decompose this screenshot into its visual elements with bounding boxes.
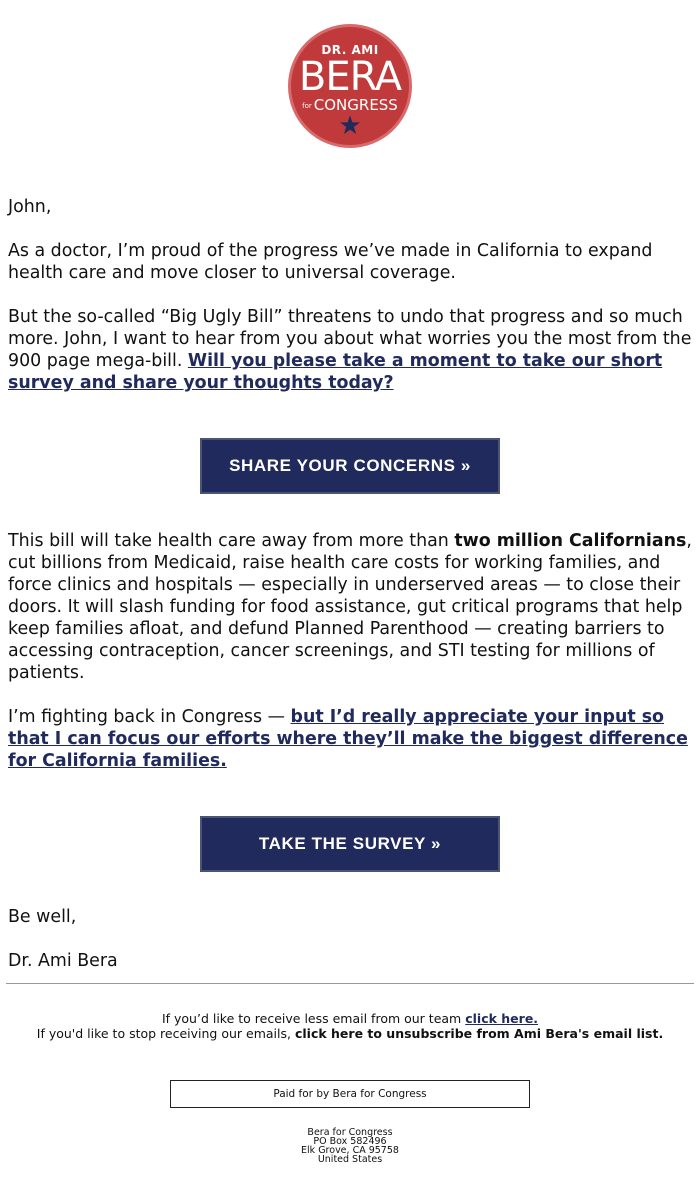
paragraph-3-bold: two million Californians [454,531,687,551]
paragraph-3 [8,530,692,684]
logo-for-text: for [302,101,312,110]
button-row-2 [0,816,700,872]
address-line: United States [317,1154,383,1165]
logo-name: BERA [298,54,402,100]
email-body-2 [0,530,700,772]
unsubscribe-text: If you'd like to stop receiving our emails, [36,1026,291,1041]
signature: Dr. Ami Bera [8,951,118,971]
paid-for-box: Paid for by Bera for Congress [170,1080,530,1108]
signoff-block [0,906,700,972]
logo-row [0,0,700,152]
mailing-address [0,1128,700,1164]
paragraph-1: As a doctor, I’m proud of the progress we’ve made in California to expand health care and move closer to universal coverage. [8,241,653,283]
survey-link-2[interactable]: but I’d really appreciate your input so that I can focus our efforts where they’ll make the biggest difference for California families. [8,707,688,771]
button-row-1 [0,438,700,494]
address-line: Elk Grove, CA 95758 [301,1145,399,1156]
paragraph-3-a: This bill will take health care away from more than [8,531,449,551]
unsubscribe-line [0,1026,700,1041]
campaign-logo [288,24,412,148]
paragraph-4 [8,706,692,772]
paragraph-4-text: I’m fighting back in Congress — [8,707,285,727]
less-email-text: If you’d like to receive less email from our team [161,1011,462,1026]
logo-office: CONGRESS [313,96,398,114]
logo-top-text: DR. AMI [321,43,379,57]
footer-links [0,1011,700,1041]
signoff: Be well, [8,907,77,927]
address-line: Bera for Congress [307,1127,393,1138]
greeting: John, [8,197,52,217]
footer-divider [6,983,694,984]
share-concerns-button[interactable]: SHARE YOUR CONCERNS » [200,438,500,494]
paid-for-row [0,1080,700,1108]
take-survey-button[interactable]: TAKE THE SURVEY » [200,816,500,872]
paragraph-3-b: , cut billions from Medicaid, raise health care costs for working families, and force clinics and hospitals — especially in underserved areas — to close their doors. It will slash funding for food assistance, gut critical programs that help keep families afloat, and defund Planned Parenthood — creating barriers to accessing contraception, cancer screenings, and STI testing for millions of patients. [8,531,692,683]
less-email-line [0,1011,700,1026]
unsubscribe-link[interactable]: click here to unsubscribe from Ami Bera's email list. [294,1026,664,1041]
paragraph-2-text: But the so-called “Big Ugly Bill” threatens to undo that progress and so much more. John, I want to hear from you about what worries you the most from the 900 page mega-bill. [8,307,692,371]
email-body [0,196,700,394]
survey-link-1[interactable]: Will you please take a moment to take our short survey and share your thoughts today? [8,351,663,393]
paragraph-2 [8,306,692,394]
star-icon: ★ [338,111,362,141]
address-line: PO Box 582496 [313,1136,387,1147]
less-email-link[interactable]: click here. [465,1011,539,1026]
